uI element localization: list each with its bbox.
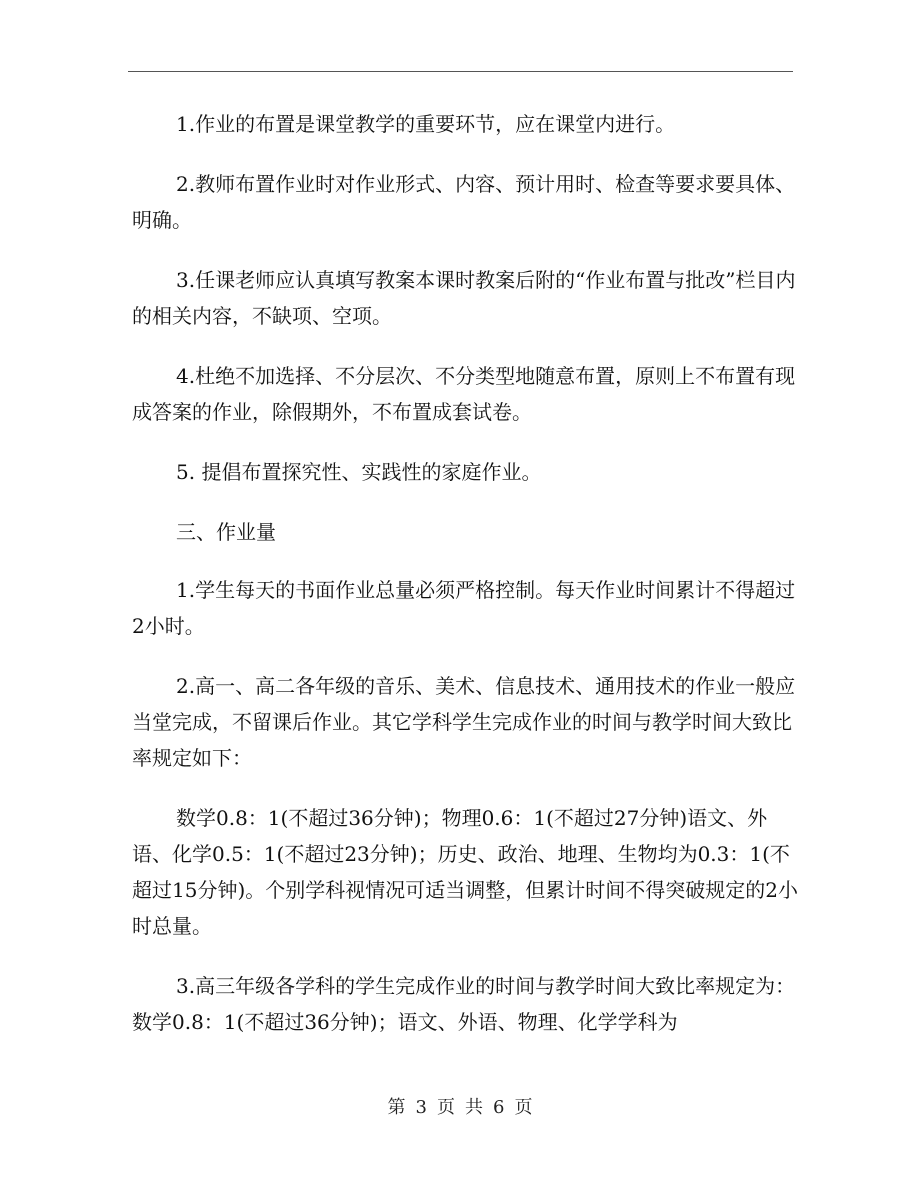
total-pages-number: 6 — [493, 1097, 505, 1118]
paragraph: 1.作业的布置是课堂教学的重要环节，应在课堂内进行。 — [176, 112, 676, 136]
section-heading: 三、作业量 — [176, 520, 276, 544]
footer-label-total: 共 — [465, 1097, 483, 1118]
footer-label-unit: 页 — [437, 1097, 455, 1118]
footer-label-page: 第 — [387, 1097, 406, 1118]
current-page-number: 3 — [415, 1097, 427, 1118]
paragraph: 4.杜绝不加选择、不分层次、不分类型地随意布置，原则上不布置有现成答案的作业，除假期外，不布置成套试卷。 — [132, 364, 796, 424]
page-footer — [0, 1096, 920, 1120]
paragraph: 1.学生每天的书面作业总量必须严格控制。每天作业时间累计不得超过2小时。 — [132, 578, 796, 638]
footer-label-unit-2: 页 — [514, 1097, 533, 1118]
paragraph: 2.高一、高二各年级的音乐、美术、信息技术、通用技术的作业一般应当堂完成，不留课后作业。其它学科学生完成作业的时间与教学时间大致比率规定如下： — [132, 674, 796, 770]
paragraph: 2.教师布置作业时对作业形式、内容、预计用时、检查等要求要具体、明确。 — [132, 172, 796, 232]
paragraph: 5. 提倡布置探究性、实践性的家庭作业。 — [176, 460, 542, 484]
paragraph: 3.高三年级各学科的学生完成作业的时间与教学时间大致比率规定为：数学0.8：1(不超过36分钟)；语文、外语、物理、化学学科为 — [132, 974, 796, 1034]
paragraph: 3.任课老师应认真填写教案本课时教案后附的“作业布置与批改”栏目内的相关内容，不缺项、空项。 — [132, 268, 796, 328]
document-body — [132, 106, 802, 1064]
paragraph: 数学0.8：1(不超过36分钟)；物理0.6：1(不超过27分钟)语文、外语、化学0.5：1(不超过23分钟)；历史、政治、地理、生物均为0.3：1(不超过15分钟)。个别学科视情况可适当调整，但累计时间不得突破规定的2小时总量。 — [132, 806, 798, 938]
header-rule — [128, 71, 793, 72]
